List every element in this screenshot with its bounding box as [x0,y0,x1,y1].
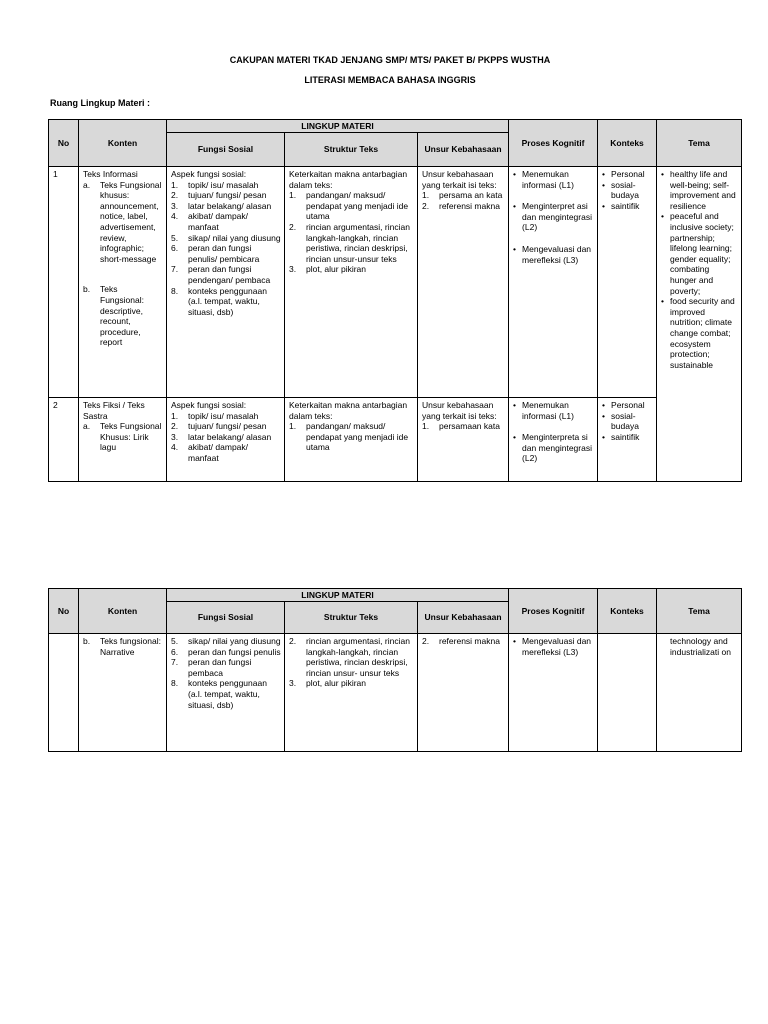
proses-kognitif-cell [509,634,598,752]
list-item: • saintifik [602,200,640,211]
list-item: 1. topik/ isu/ masalah [171,410,259,421]
tema-cell [657,167,742,482]
list-item: a. Teks Fungsional khusus: announcement, notice, label, advertisement, review, infographic; short-message [83,179,162,264]
list-item: • Menemukan informasi (L1) [513,169,574,190]
list-item: 4. akibat/ dampak/ manfaat [171,211,249,232]
list-item: 6. peran dan fungsi penulis [171,646,281,657]
row-number: 2 [49,398,79,482]
list-item: • Menemukan informasi (L1) [513,400,574,421]
list-item: 3. plot, alur pikiran [289,264,367,275]
konteks-cell [598,398,657,482]
header-tema: Tema [657,589,742,634]
header-struktur-teks: Struktur Teks [285,133,418,167]
list-item: 1. pandangan/ maksud/ pendapat yang menjadi ide utama [289,190,409,222]
header-no: No [49,589,79,634]
list-item: 7. peran dan fungsi pendengan/ pembaca [171,264,271,285]
list-item: 7. peran dan fungsi pembaca [171,657,252,678]
list-item: 4. akibat/ dampak/ manfaat [171,442,249,463]
list-item: 1. topik/ isu/ masalah [171,179,259,190]
header-proses-kognitif: Proses Kognitif [509,589,598,634]
list-item: 3. plot, alur pikiran [289,678,367,689]
header-unsur-kebahasaan: Unsur Kebahasaan [418,133,509,167]
list-item: • peaceful and inclusive society; partnership; lifelong learning; gender equality; combating hunger and poverty; [661,211,734,296]
header-lingkup-materi: LINGKUP MATERI [167,120,509,133]
table-row [49,398,742,482]
list-item: 2. referensi makna [422,200,500,211]
list-item: • food security and improved nutrition; climate change combat; ecosystem protection; sustainable [661,296,735,370]
proses-kognitif-cell [509,167,598,398]
fungsi-sosial-cell [167,634,285,752]
header-konteks: Konteks [598,120,657,167]
konten-cell [79,634,167,752]
header-fungsi-sosial: Fungsi Sosial [167,133,285,167]
materi-table-1 [48,119,742,482]
list-item: 2. referensi makna [422,636,500,646]
list-item: • sosial-budaya [602,410,639,432]
header-konten: Konten [79,589,167,634]
list-item: 5. sikap/ nilai yang diusung [171,232,281,243]
header-konten: Konten [79,120,167,167]
table-row [49,167,742,398]
list-item: • Mengevaluasi dan merefleksi (L3) [513,243,592,265]
list-item: • healthy life and well-being; self-improvement and resilience [661,169,736,211]
list-item: • sosial-budaya [602,179,639,201]
list-item: 8. konteks penggunaan (a.l. tempat, waktu, situasi, dsb) [171,285,267,317]
list-item: a. Teks Fungsional Khusus: Lirik lagu [83,421,162,453]
list-item: 2. tujuan/ fungsi/ pesan [171,421,267,432]
fungsi-intro: Aspek fungsi sosial: [171,400,247,410]
list-item: • saintifik [602,431,640,442]
header-proses-kognitif: Proses Kognitif [509,120,598,167]
unsur-kebahasaan-cell [418,634,509,752]
list-item: • Mengevaluasi dan merefleksi (L3) [513,636,592,657]
table-row [49,634,742,752]
unsur-intro: Unsur kebahasaan yang terkait isi teks: [422,400,497,421]
list-item: • Menginterpret asi dan mengintegrasi (L2) [513,201,592,233]
tema-text: technology and industrializati on [670,636,731,657]
list-item: 1. persamaan kata [422,421,500,432]
header-lingkup-materi: LINGKUP MATERI [167,589,509,602]
header-struktur-teks: Struktur Teks [285,602,418,634]
list-item: 6. peran dan fungsi penulis/ pembicara [171,243,260,264]
konten-cell [79,167,167,398]
konten-title: Teks Fiksi / Teks Sastra [83,400,145,421]
konten-cell [79,398,167,482]
list-item: 2. tujuan/ fungsi/ pesan [171,190,267,201]
header-unsur-kebahasaan: Unsur Kebahasaan [418,602,509,634]
struktur-intro: Keterkaitan makna antarbagian dalam teks: [289,400,408,421]
tema-cell [657,634,742,752]
scope-label: Ruang Lingkup Materi : [50,98,150,108]
struktur-teks-cell [285,634,418,752]
document-title: CAKUPAN MATERI TKAD JENJANG SMP/ MTS/ PAKET B/ PKPPS WUSTHA [229,55,551,65]
proses-kognitif-cell [509,398,598,482]
list-item: b. Teks Fungsional: descriptive, recount, procedure, report [83,284,144,348]
fungsi-intro: Aspek fungsi sosial: [171,169,247,179]
header-tema: Tema [657,120,742,167]
list-item: b. Teks fungsional: Narrative [83,636,161,657]
list-item: • Personal [602,169,645,179]
list-item: 3. latar belakang/ alasan [171,200,272,211]
struktur-intro: Keterkaitan makna antarbagian dalam teks: [289,169,408,190]
list-item: 1. persama an kata [422,190,503,201]
row-number [49,634,79,752]
document-subtitle: LITERASI MEMBACA BAHASA INGGRIS [304,75,476,85]
konteks-cell [598,634,657,752]
list-item: 3. latar belakang/ alasan [171,431,272,442]
struktur-teks-cell [285,398,418,482]
list-item: 1. pandangan/ maksud/ pendapat yang menjadi ide utama [289,421,409,453]
header-fungsi-sosial: Fungsi Sosial [167,602,285,634]
unsur-kebahasaan-cell [418,167,509,398]
header-no: No [49,120,79,167]
unsur-intro: Unsur kebahasaan yang terkait isi teks: [422,169,497,190]
list-item: 5. sikap/ nilai yang diusung [171,636,281,646]
materi-table-2 [48,588,742,752]
konten-title: Teks Informasi [83,169,138,179]
fungsi-sosial-cell [167,398,285,482]
konteks-cell [598,167,657,398]
list-item: 2. rincian argumentasi, rincian langkah-langkah, rincian peristiwa, rincian deskripsi, rincian unsur-unsur teks [289,221,410,264]
list-item: • Menginterpreta si dan mengintegrasi (L2) [513,432,592,464]
list-item: 2. rincian argumentasi, rincian langkah-langkah, rincian peristiwa, rincian deskripsi, rincian unsur- unsur teks [289,636,410,678]
row-number: 1 [49,167,79,398]
list-item: • Personal [602,400,645,410]
header-konteks: Konteks [598,589,657,634]
struktur-teks-cell [285,167,418,398]
list-item: 8. konteks penggunaan (a.l. tempat, waktu, situasi, dsb) [171,678,267,710]
unsur-kebahasaan-cell [418,398,509,482]
fungsi-sosial-cell [167,167,285,398]
